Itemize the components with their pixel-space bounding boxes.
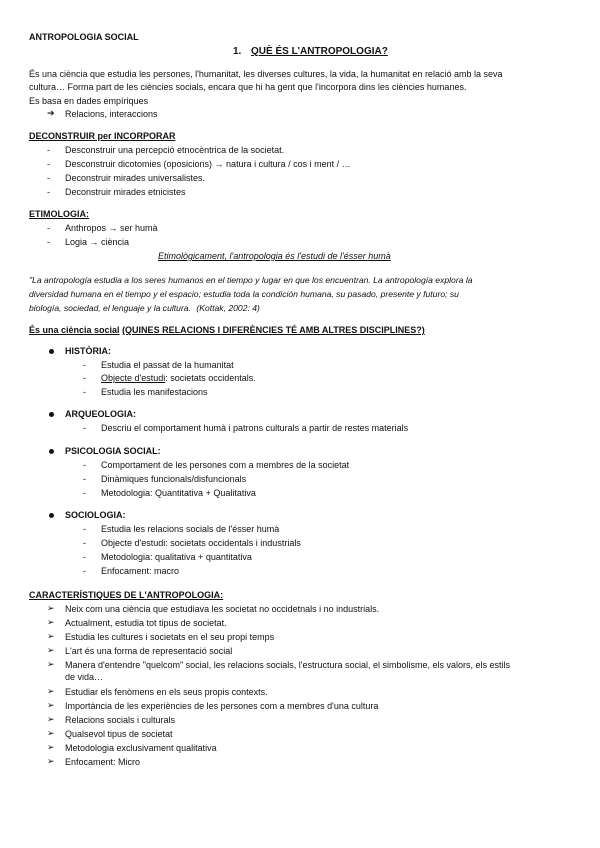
caracteristiques-heading: CARACTERÍSTIQUES DE L'ANTROPOLOGIA: xyxy=(29,590,224,600)
quote-line-3 xyxy=(29,303,260,314)
deconstruir-item: - Deconstruir mirades universalistes. xyxy=(65,173,205,184)
caracteristica-item: Estudia les cultures i societats en el seu propi temps xyxy=(65,632,275,642)
arrowhead-icon: ➢ xyxy=(47,728,55,738)
etimologia-heading: ETIMOLOGIA: xyxy=(29,209,89,219)
discipline-item: - Comportament de les persones com a membres de la societat xyxy=(101,460,349,471)
discipline-item: - Estudia les manifestacions xyxy=(101,387,208,398)
deconstruir-item: - Deconstruir mirades etnicistes xyxy=(65,187,186,198)
caracteristica-item: Qualsevol tipus de societat xyxy=(65,729,173,739)
caracteristica-item: Metodologia exclusivament qualitativa xyxy=(65,743,217,753)
discipline-item: - Enfocament: macro xyxy=(101,566,179,577)
disciplines-heading xyxy=(29,325,425,336)
quote-line-1: "La antropología estudia a los seres humanos en el tiempo y lugar en que los encuentran. La antropología explora la xyxy=(29,275,473,285)
quote-line-2: diversidad humana en el tiempo y el espacio; estudia toda la condición humana, su pasado, presente y futuro; su xyxy=(29,289,459,299)
etimologia-item: - Anthropos → ser humà xyxy=(65,223,158,234)
quote-citation: (Kottak, 2002: 4) xyxy=(196,303,260,313)
discipline-item xyxy=(101,373,256,384)
etimologia-item: - Logia → ciència xyxy=(65,237,129,248)
bullet-icon xyxy=(49,449,54,454)
intro-line-3: Es basa en dades empíriques xyxy=(29,96,149,106)
discipline-name: SOCIOLOGIA: xyxy=(65,510,126,520)
section-number: 1. xyxy=(233,46,242,57)
arrowhead-icon: ➢ xyxy=(47,603,55,613)
arrowhead-icon: ➢ xyxy=(47,631,55,641)
discipline-item: - Metodologia: qualitativa + quantitativa xyxy=(101,552,252,563)
discipline-name: HISTÒRIA: xyxy=(65,346,111,356)
caracteristica-item-continuation: de vida… xyxy=(65,672,104,682)
section-title: QUÈ ÉS L'ANTROPOLOGIA? xyxy=(251,46,388,57)
caracteristica-item: Importància de les experiències de les persones com a membres d'una cultura xyxy=(65,701,379,711)
discipline-item: - Descriu el comportament humà i patrons culturals a partir de restes materials xyxy=(101,423,408,434)
caracteristica-item: Neix com una ciència que estudiava les societat no occidetnals i no industrials. xyxy=(65,604,380,614)
arrowhead-icon: ➢ xyxy=(47,659,55,669)
arrowhead-icon: ➢ xyxy=(47,700,55,710)
deconstruir-item: - Desconstruir dicotomies (oposicions) → natura i cultura / cos i ment / … xyxy=(65,159,351,170)
discipline-name: PSICOLOGIA SOCIAL: xyxy=(65,446,161,456)
intro-line-2: cultura… Forma part de les ciències socials, encara que hi ha gent que l'incorpora dins les ciències humanes. xyxy=(29,82,467,92)
arrowhead-icon: ➢ xyxy=(47,714,55,724)
caracteristica-item: Relacions socials i culturals xyxy=(65,715,176,725)
historia-objecte-label: Objecte d'estudi xyxy=(101,373,166,383)
discipline-item: - Objecte d'estudi: societats occidentals i industrials xyxy=(101,538,301,549)
quote-text: biología, sociedad, el lenguaje y la cultura. xyxy=(29,303,191,313)
intro-arrow-item: Relacions, interaccions xyxy=(65,109,158,119)
arrowhead-icon: ➢ xyxy=(47,686,55,696)
deconstruir-heading: DECONSTRUIR per INCORPORAR xyxy=(29,131,176,141)
arrow-right-icon: ➔ xyxy=(47,108,55,118)
historia-objecte-rest: : societats occidentals. xyxy=(165,373,256,383)
discipline-name: ARQUEOLOGIA: xyxy=(65,409,136,419)
arrowhead-icon: ➢ xyxy=(47,742,55,752)
arrowhead-icon: ➢ xyxy=(47,756,55,766)
discipline-item: - Dinàmiques funcionals/disfuncionals xyxy=(101,474,246,485)
discipline-item: - Estudia les relacions socials de l'ésser humà xyxy=(101,524,279,535)
disciplines-heading-rest: (QUINES RELACIONS I DIFERÈNCIES TÉ AMB ALTRES DISCIPLINES?) xyxy=(122,325,425,335)
intro-line-1: És una ciència que estudia les persones, l'humanitat, les diverses cultures, la vida, la humanitat en relació amb la seva xyxy=(29,69,503,79)
etimologia-conclusion: Etimològicament, l'antropologia és l'estudi de l'ésser humà xyxy=(158,251,391,261)
arrowhead-icon: ➢ xyxy=(47,617,55,627)
caracteristica-item: L'art és una forma de representació social xyxy=(65,646,233,656)
caracteristica-item: Enfocament: Micro xyxy=(65,757,141,767)
caracteristica-item: Manera d'entendre "quelcom" social, les relacions socials, l'estructura social, el simbolisme, els valors, els estils xyxy=(65,660,511,670)
discipline-item: - Metodologia: Quantitativa + Qualitativa xyxy=(101,488,256,499)
disciplines-heading-prefix: És una ciència social xyxy=(29,325,120,335)
caracteristica-item: Estudiar els fenòmens en els seus propis contexts. xyxy=(65,687,268,697)
bullet-icon xyxy=(49,412,54,417)
bullet-icon xyxy=(49,349,54,354)
deconstruir-item: - Desconstruir una percepció etnocèntrica de la societat. xyxy=(65,145,284,156)
document-label: ANTROPOLOGIA SOCIAL xyxy=(29,32,139,42)
caracteristica-item: Actualment, estudia tot tipus de societat. xyxy=(65,618,227,628)
bullet-icon xyxy=(49,513,54,518)
discipline-item: - Estudia el passat de la humanitat xyxy=(101,360,234,371)
arrowhead-icon: ➢ xyxy=(47,645,55,655)
